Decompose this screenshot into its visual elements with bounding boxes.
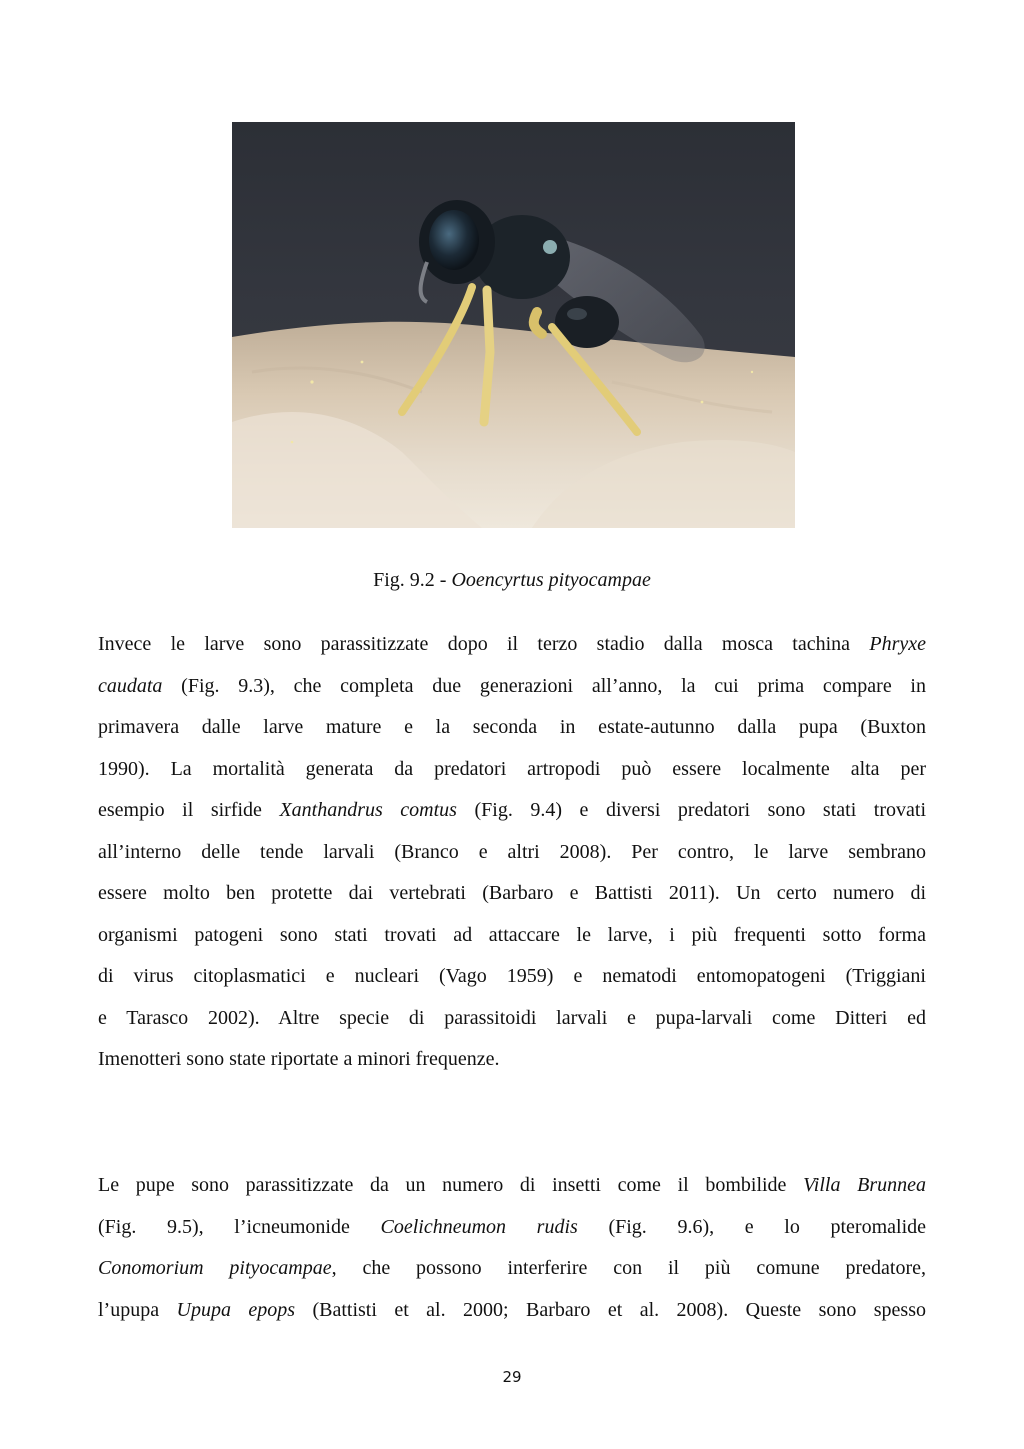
text-run: l’upupa — [98, 1298, 177, 1321]
text-run: (Fig. 9.5), l’icneumonide — [98, 1215, 381, 1238]
text-run: Invece le larve sono parassitizzate dopo il terzo stadio dalla mosca tachina — [98, 633, 870, 655]
caption-prefix: Fig. 9.2 - — [373, 569, 452, 591]
text-line: 1990). La mortalità generata da predatori artropodi può essere localmente alta per — [98, 757, 926, 780]
text-line: all’interno delle tende larvali (Branco e altri 2008). Per contro, le larve sembrano — [98, 840, 926, 863]
species-name: Phryxe — [869, 633, 926, 655]
text-run: , che possono interferire con il più comune predatore, — [331, 1257, 926, 1279]
text-run: Le pupe sono parassitizzate da un numero di insetti come il bombilide — [98, 1174, 804, 1196]
text-line — [98, 790, 926, 832]
figure-caption — [0, 566, 1024, 594]
species-name: Upupa epops — [176, 1298, 296, 1321]
text-line: essere molto ben protette dai vertebrati (Barbaro e Battisti 2011). Un certo numero di — [98, 882, 926, 904]
text-run: esempio il sirfide — [98, 799, 280, 821]
page-number: 29 — [502, 1368, 522, 1386]
text-line — [98, 1165, 926, 1207]
wasp-photo-icon — [232, 122, 795, 528]
figure-photo — [232, 122, 795, 528]
species-name: Villa Brunnea — [803, 1174, 926, 1196]
species-name: Coelichneumon rudis — [380, 1215, 578, 1238]
species-name: caudata — [98, 674, 163, 697]
text-line: e Tarasco 2002). Altre specie di parassitoidi larvali e pupa-larvali come Ditteri ed — [98, 1006, 926, 1029]
caption-species: Ooencyrtus pityocampae — [451, 569, 651, 591]
text-line: organismi patogeni sono stati trovati ad attaccare le larve, i più frequenti sotto forma — [98, 923, 926, 946]
text-run: (Fig. 9.6), e lo pteromalide — [577, 1215, 927, 1238]
species-name: Xanthandrus comtus — [279, 799, 457, 821]
text-line — [98, 1207, 926, 1249]
text-line — [98, 624, 926, 666]
text-line — [98, 1248, 926, 1290]
species-name: Conomorium pityocampae — [98, 1257, 332, 1279]
paragraph-larvae — [98, 624, 926, 1081]
paragraph-pupae — [98, 1165, 926, 1331]
text-run: (Battisti et al. 2000; Barbaro et al. 2008). Queste sono spesso — [295, 1298, 927, 1321]
text-line: di virus citoplasmatici e nucleari (Vago 1959) e nematodi entomopatogeni (Triggiani — [98, 965, 926, 987]
text-line — [98, 1290, 926, 1332]
text-line — [98, 666, 926, 708]
text-run: (Fig. 9.4) e diversi predatori sono stati trovati — [456, 799, 926, 821]
text-line: primavera dalle larve mature e la seconda in estate-autunno dalla pupa (Buxton — [98, 716, 926, 738]
text-line: Imenotteri sono state riportate a minori frequenze. — [98, 1048, 500, 1070]
text-run: (Fig. 9.3), che completa due generazioni all’anno, la cui prima compare in — [162, 674, 926, 697]
